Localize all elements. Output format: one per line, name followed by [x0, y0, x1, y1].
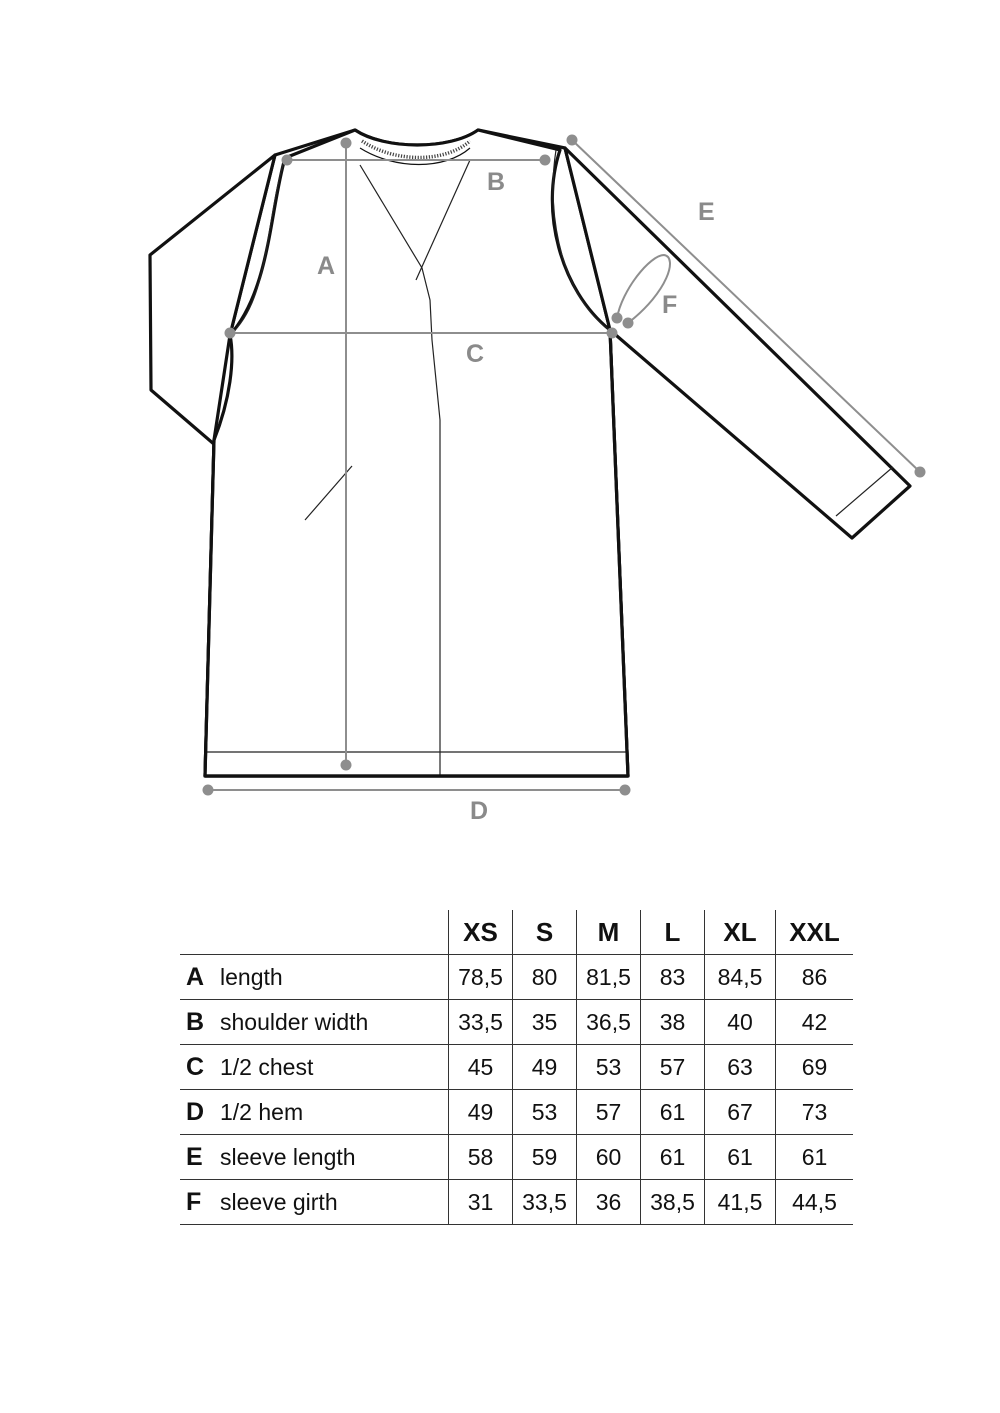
row-label-c	[180, 1045, 449, 1090]
measure-label-e: E	[698, 198, 715, 226]
table-row-c	[180, 1045, 853, 1090]
size-header-m: M	[577, 910, 641, 955]
measure-dot-d-left	[203, 785, 214, 796]
size-header-xxl: XXL	[776, 910, 854, 955]
table-cell: 44,5	[776, 1180, 854, 1225]
table-cell: 35	[513, 1000, 577, 1045]
measure-dot-d-right	[620, 785, 631, 796]
row-label-a	[180, 955, 449, 1000]
table-cell: 61	[705, 1135, 776, 1180]
row-label-f	[180, 1180, 449, 1225]
size-header-row	[180, 910, 853, 955]
row-letter: C	[186, 1052, 205, 1081]
table-cell: 80	[513, 955, 577, 1000]
row-letter: F	[186, 1187, 202, 1216]
table-cell: 36,5	[577, 1000, 641, 1045]
row-label-d	[180, 1090, 449, 1135]
table-row-d	[180, 1090, 853, 1135]
table-cell: 31	[449, 1180, 513, 1225]
table-cell: 86	[776, 955, 854, 1000]
table-cell: 59	[513, 1135, 577, 1180]
measure-label-d: D	[470, 797, 489, 825]
table-cell: 67	[705, 1090, 776, 1135]
table-cell: 38,5	[641, 1180, 705, 1225]
size-header-l: L	[641, 910, 705, 955]
row-label-e	[180, 1135, 449, 1180]
row-label-b	[180, 1000, 449, 1045]
row-name: length	[220, 963, 283, 990]
measure-dot-e-bottom	[915, 467, 926, 478]
measure-dot-b-left	[282, 155, 293, 166]
measure-dot-b-right	[540, 155, 551, 166]
table-cell: 53	[577, 1045, 641, 1090]
table-cell: 69	[776, 1045, 854, 1090]
table-cell: 61	[641, 1090, 705, 1135]
table-cell: 49	[449, 1090, 513, 1135]
table-cell: 61	[641, 1135, 705, 1180]
size-header-xs: XS	[449, 910, 513, 955]
table-cell: 61	[776, 1135, 854, 1180]
table-cell: 38	[641, 1000, 705, 1045]
size-chart-table	[180, 910, 853, 1225]
table-cell: 41,5	[705, 1180, 776, 1225]
size-header-xl: XL	[705, 910, 776, 955]
table-cell: 81,5	[577, 955, 641, 1000]
table-cell: 83	[641, 955, 705, 1000]
measure-label-f: F	[662, 291, 678, 319]
table-row-e	[180, 1135, 853, 1180]
measure-dot-a-bottom	[341, 760, 352, 771]
row-name: 1/2 chest	[220, 1053, 314, 1080]
table-cell: 60	[577, 1135, 641, 1180]
table-cell: 42	[776, 1000, 854, 1045]
row-letter: B	[186, 1007, 205, 1036]
row-name: sleeve girth	[220, 1188, 338, 1215]
measure-dot-a-top	[341, 138, 352, 149]
table-cell: 84,5	[705, 955, 776, 1000]
measure-label-a: A	[317, 252, 336, 280]
table-row-a	[180, 955, 853, 1000]
measure-dot-c-left	[225, 328, 236, 339]
row-letter: A	[186, 962, 205, 991]
table-cell: 78,5	[449, 955, 513, 1000]
measure-dot-e-top	[567, 135, 578, 146]
table-cell: 57	[577, 1090, 641, 1135]
size-header-blank	[180, 910, 449, 955]
measure-label-c: C	[466, 340, 485, 368]
table-cell: 73	[776, 1090, 854, 1135]
table-cell: 45	[449, 1045, 513, 1090]
table-cell: 33,5	[513, 1180, 577, 1225]
row-name: 1/2 hem	[220, 1098, 304, 1125]
table-row-b	[180, 1000, 853, 1045]
row-name: shoulder width	[220, 1008, 369, 1035]
table-row-f	[180, 1180, 853, 1225]
table-cell: 63	[705, 1045, 776, 1090]
row-letter: D	[186, 1097, 205, 1126]
table-cell: 40	[705, 1000, 776, 1045]
measure-dot-f-2	[623, 318, 634, 329]
measure-label-b: B	[487, 168, 506, 196]
row-letter: E	[186, 1142, 203, 1171]
table-cell: 49	[513, 1045, 577, 1090]
table-cell: 36	[577, 1180, 641, 1225]
table-cell: 57	[641, 1045, 705, 1090]
table-cell: 58	[449, 1135, 513, 1180]
table-cell: 53	[513, 1090, 577, 1135]
measure-dot-f-1	[612, 313, 623, 324]
table-cell: 33,5	[449, 1000, 513, 1045]
measure-dot-c-right	[607, 328, 618, 339]
row-name: sleeve length	[220, 1143, 356, 1170]
size-header-s: S	[513, 910, 577, 955]
